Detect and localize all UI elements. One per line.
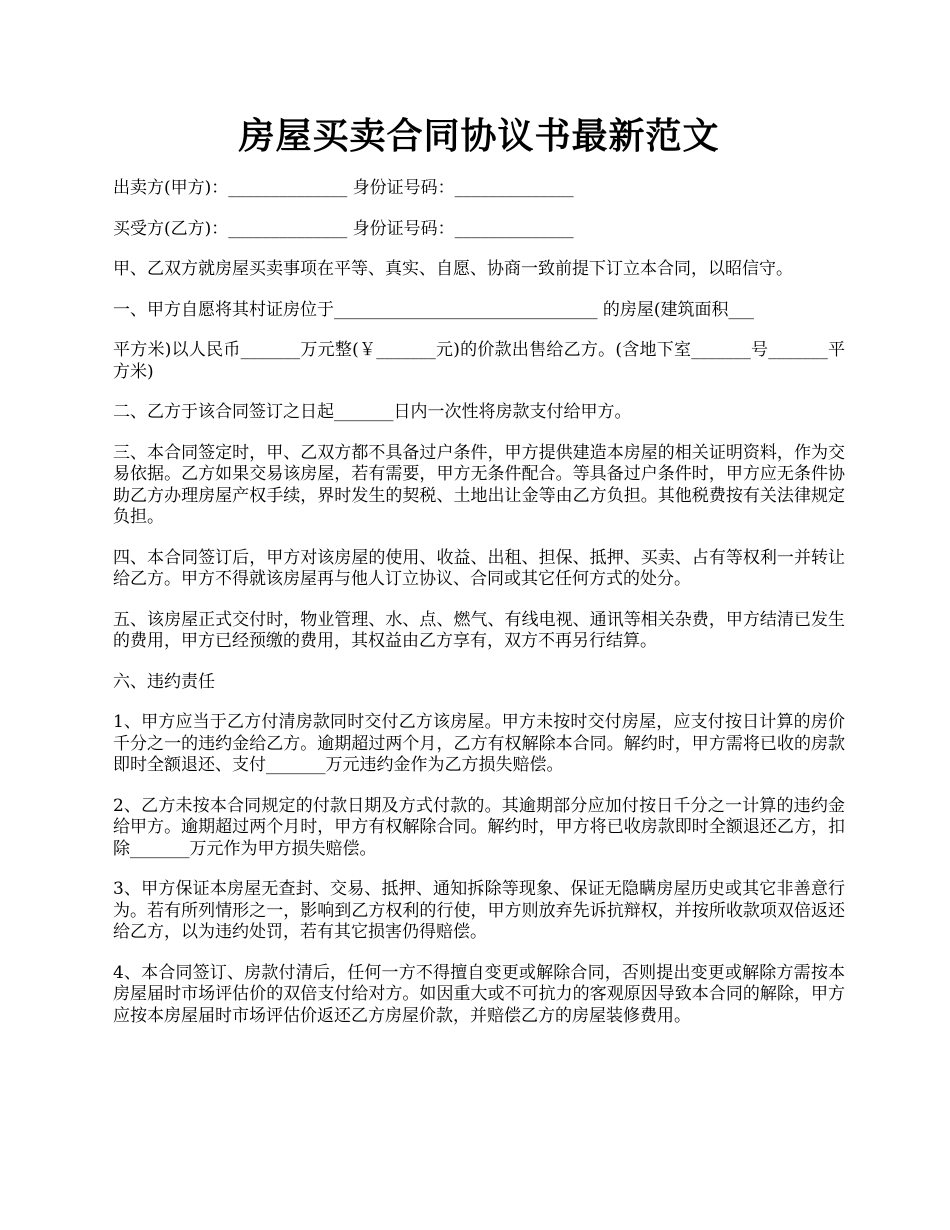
- clause-1-price-paragraph: 平方米)以人民币_______万元整(￥_______元)的价款出售给乙方。(含地下室_______号_______平方米): [113, 340, 845, 382]
- breach-item-2-paragraph: 2、乙方未按本合同规定的付款日期及方式付款的。其逾期部分应加付按日千分之一计算的违约金给甲方。逾期超过两个月时，甲方有权解除合同。解约时，甲方将已收房款即时全额退还乙方，扣除_______万元作为甲方损失赔偿。: [113, 795, 845, 859]
- clause-4-paragraph: 四、本合同签订后，甲方对该房屋的使用、收益、出租、担保、抵押、买卖、占有等权利一并转让给乙方。甲方不得就该房屋再与他人订立协议、合同或其它任何方式的处分。: [113, 547, 845, 589]
- buyer-info-line: 买受方(乙方)：______________ 身份证号码：______________: [113, 218, 574, 239]
- clause-2-paragraph: 二、乙方于该合同签订之日起_______日内一次性将房款支付给甲方。: [113, 402, 632, 422]
- document-title: 房屋买卖合同协议书最新范文: [238, 115, 720, 157]
- document-page: [113, 108, 845, 1046]
- clause-1-paragraph: 一、甲方自愿将其村证房位于_______________________________ 的房屋(建筑面积___: [113, 299, 755, 320]
- preamble-paragraph: 甲、乙双方就房屋买卖事项在平等、真实、自愿、协商一致前提下订立本合同，以昭信守。: [113, 259, 793, 279]
- seller-info-line: 出卖方(甲方)：______________ 身份证号码：______________: [113, 178, 574, 198]
- breach-item-3-paragraph: 3、甲方保证本房屋无查封、交易、抵押、通知拆除等现象、保证无隐瞒房屋历史或其它非善意行为。若有所列情形之一，影响到乙方权利的行使，甲方则放弃先诉抗辩权，并按所收款项双倍返还给乙方，以为违约处罚，若有其它损害仍得赔偿。: [113, 879, 845, 942]
- clause-5-paragraph: 五、该房屋正式交付时，物业管理、水、点、燃气、有线电视、通讯等相关杂费，甲方结清已发生的费用，甲方已经预缴的费用，其权益由乙方享有，双方不再另行结算。: [113, 609, 845, 651]
- breach-item-4-paragraph: 4、本合同签订、房款付清后，任何一方不得擅自变更或解除合同，否则提出变更或解除方需按本房屋届时市场评估价的双倍支付给对方。如因重大或不可抗力的客观原因导致本合同的解除，甲方应按本房屋届时市场评估价返还乙方房屋价款，并赔偿乙方的房屋装修费用。: [113, 962, 845, 1026]
- clause-3-paragraph: 三、本合同签定时，甲、乙双方都不具备过户条件，甲方提供建造本房屋的相关证明资料，作为交易依据。乙方如果交易该房屋，若有需要，甲方无条件配合。等具备过户条件时，甲方应无条件协助乙方办理房屋产权手续，界时发生的契税、土地出让金等由乙方负担。其他税费按有关法律规定负担。: [113, 442, 845, 527]
- breach-item-1-paragraph: 1、甲方应当于乙方付清房款同时交付乙方该房屋。甲方未按时交付房屋，应支付按日计算的房价千分之一的违约金给乙方。逾期超过两个月，乙方有权解除本合同。解约时，甲方需将已收的房款即时全额退还、支付_______万元违约金作为乙方损失赔偿。: [113, 712, 845, 775]
- clause-6-heading: 六、违约责任: [113, 671, 215, 692]
